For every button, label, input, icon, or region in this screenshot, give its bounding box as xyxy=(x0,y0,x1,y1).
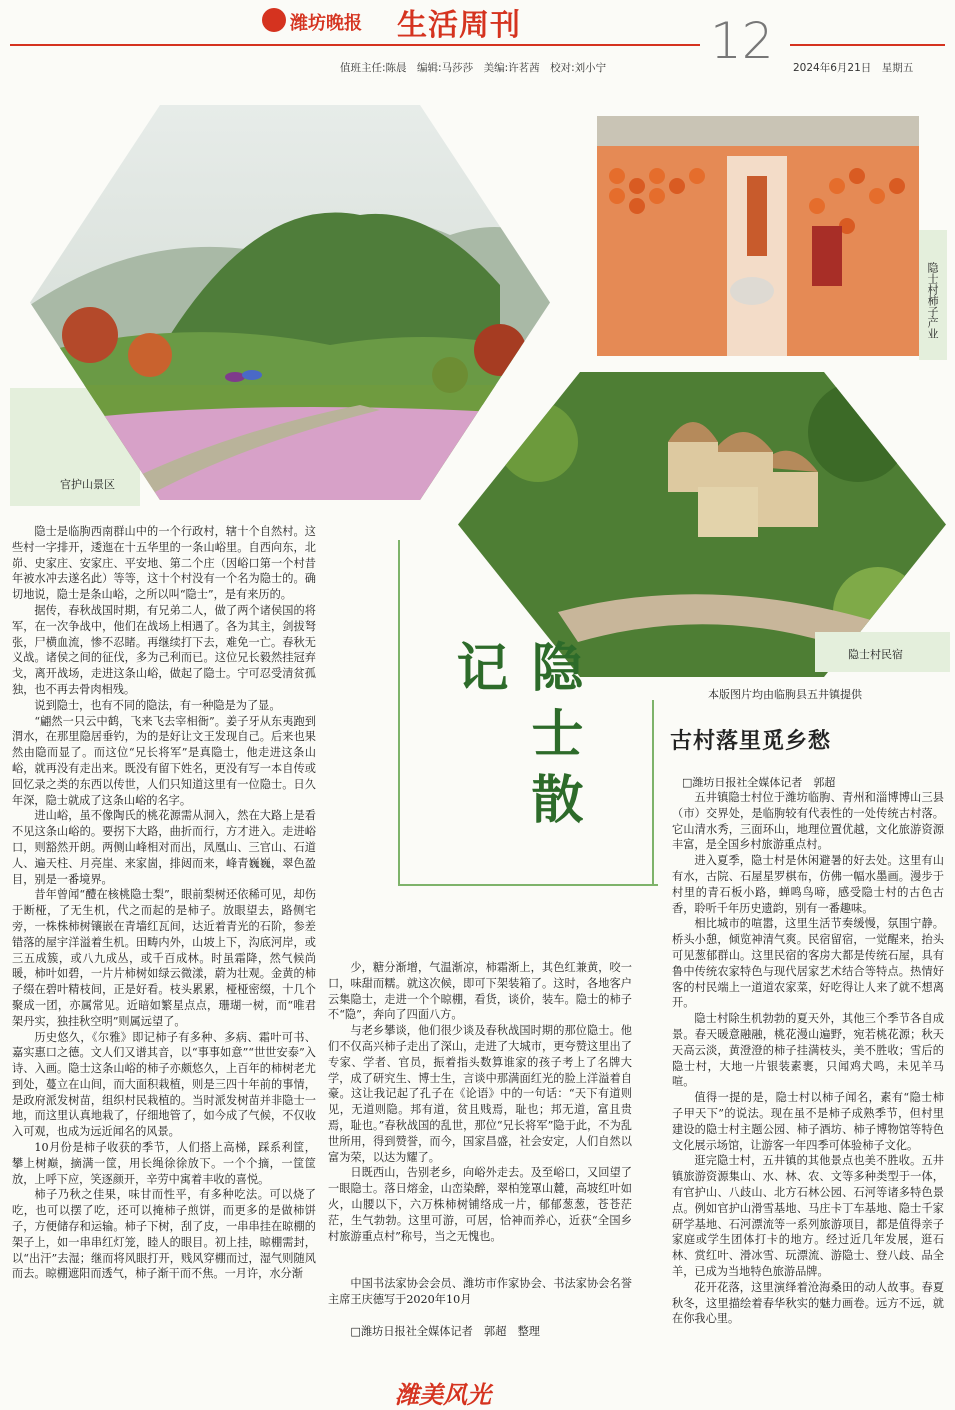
organizer-text: □潍坊日报社全媒体记者 郭超 整理 xyxy=(350,1325,540,1338)
article-paragraph: 五井镇隐士村位于潍坊临朐、青州和淄博博山三县（市）交界处，是临朐较有代表性的一处传统古村落。它山清水秀，三面环山，地理位置优越，文化旅游资源丰富，是全国乡村旅游重点村。 xyxy=(672,791,944,852)
title-frame-line-bottom xyxy=(398,884,658,886)
article-body xyxy=(672,790,944,1380)
essay-paragraph: 进山峪，虽不像陶氏的桃花源需从洞入，然在大路上是看不见这条山峪的。要拐下大路，曲折而行，方才进入。走进峪口，则豁然开朗。两侧山峰相对而出，凤凰山、三官山、石道人、遍天柱、月亮崖、来家崮，排闼而来，峰青巍巍，翠色盈目，别是一番境界。 xyxy=(12,809,316,886)
article-paragraph: 相比城市的喧嚣，这里生活节奏缓慢，氛围宁静。桥头小憩，倾览神清气爽。民宿留宿，一觉醒来，抬头可见葱郁群山。这里民宿的客房大都是传统石屋，具有鲁中传统农家特色与现代居家艺术结合等特点。热情好客的村民端上一道道农家菜，好吃得让人来了就不想离开。 xyxy=(672,917,944,1010)
essay-paragraph: 日既西山，告别老乡，向峪外走去。及至峪口，又回望了一眼隐士。落日熔金，山峦染醉，翠柏笼罩山麓，高坡红叶如火，山腰以下，六万株柿树铺络成一片，郁郁葱葱，苍苍茫茫，生气勃勃。这里可游，可居，恰神而养心，近获“全国乡村旅游重点村”称号，当之无愧也。 xyxy=(328,1166,632,1243)
article-paragraph: 隐士村除生机勃勃的夏天外，其他三个季节各自成景。春天暖意融融，桃花漫山遍野，宛若桃花源；秋天天高云淡，黄澄澄的柿子挂满枝头，美不胜收；雪后的隐士村，大地一片银装素裹，只闻鸡犬鸣，未见羊马喧。 xyxy=(672,1012,944,1089)
article-paragraph: 值得一提的是，隐士村以柿子闻名，素有“隐士柿子甲天下”的说法。现在虽不是柿子成熟季节，但村里建设的隐士村主题公园、柿子酒坊、柿子博物馆等特色文化展示场馆，让游客一年四季可体验柿子文化。 xyxy=(672,1091,944,1152)
column-logo: 潍美风光 xyxy=(395,1380,491,1409)
newspaper-logo-icon xyxy=(262,8,286,32)
essay-paragraph: 柿子乃秋之佳果，味甘而性平，有多种吃法。可以烧了吃，也可以摆了吃，还可以掩柿子煎饼，而更多的是做柿饼子，方便储存和运输。柿子下树，刮了皮，一串串挂在晾棚的架子上，如一串串红灯笼，睦人的眼目。初上挂，晾棚需封，以“出汗”去湿；继而将风眼打开，贱风穿棚而过，湿气则随风而去。晾棚遮阳而透气，柿子渐干而不焦。一月许，水分渐 xyxy=(12,1188,316,1281)
persimmon-drying-photo xyxy=(597,116,919,356)
essay-paragraph: 历史悠久，《尔雅》即记柿子有多种、多病、霜叶可书、嘉实惠口之德。文人们又谱其音，以“事事如意”“世世安泰”入诗、入画。隐士这条山峪的柿子亦颇悠久，上百年的柿树老尤到处，蔓立在山间，而大面积栽植，则是三四十年前的事情，是政府派发树苗，组织村民栽植的。当时派发树苗并非隐士一地，而这里认真地栽了，仔细地管了，如今成了气候，不仅收入可观，也成为远近闻名的风景。 xyxy=(12,1030,316,1139)
essay-paragraph: 据传，春秋战国时期，有兄弟二人，做了两个诸侯国的将军，在一次争战中，他们在战场上相遇了。各为其主，剑拔弩张，尸横血流，惨不忍睹。再继续打下去，难免一亡。春秋无义战。诸侯之间的征伐，多为己利而已。这位兄长毅然挂冠弃戈，离开战场，走进这条山峪，做起了隐士。宁可忍受清贫孤独，也不再去骨肉相残。 xyxy=(12,603,316,696)
photo-source-note: 本版图片均由临朐县五井镇提供 xyxy=(708,688,862,701)
editor-credits: 值班主任:陈晨 编辑:马莎莎 美编:许茗茜 校对:刘小宁 xyxy=(340,62,607,74)
article-title: 古村落里觅乡愁 xyxy=(670,728,832,754)
essay-paragraph: 昔年曾闻“醴在核桃隐士梨”，眼前梨树还依稀可见，却伤于断桠，了无生机，代之而起的是柿子。放眼望去，路侧宅旁，一株株柿树镶嵌在青墙红瓦间，达近着青光的石阶，参差错落的屋宇洋溢着生机。田畴内外，山坡上下，沟底河岸，或三五成簇，或八九成丛，或千百成林。时虽霜降，然气候尚暖，柿叶如碧，一片片柿树如绿云微漾，蔚为壮观。金黄的柿子缀在碧叶精枝间，正是好看。枝头累累，桠桠密缀，十几个聚成一团，亦属常见。近暗如繁星点点，珊瑚一树，而“唯君架丹实，独挂秋空明”则属远望了。 xyxy=(12,888,316,1028)
newspaper-name: 潍坊晚报 xyxy=(290,13,362,34)
essay-paragraph: 少，糖分渐增，气温渐凉，柿霜渐上，其色红兼黄，咬一口，味甜而糯。就这次候，即可下架装箱了。这时，各地客户云集隐士，走进一个个晾棚，看货，谈价，装车。隐士的柿子不“隐”，奔向了四面八方。 xyxy=(328,961,632,1022)
header-rule-right xyxy=(790,44,945,46)
essay-column-1 xyxy=(12,524,316,1406)
essay-author-note xyxy=(328,1276,632,1324)
header-rule-left xyxy=(10,44,700,46)
author-note-text: 中国书法家协会会员、潍坊市作家协会、书法家协会名誉主席王庆德写于2020年10月 xyxy=(328,1277,632,1306)
article-byline: □潍坊日报社全媒体记者 郭超 xyxy=(682,776,836,789)
essay-title: 隐士散记 xyxy=(447,640,583,838)
title-frame-line-right xyxy=(652,700,654,885)
scenic-area-caption: 官护山景区 xyxy=(60,478,115,491)
essay-paragraph: “翩然一只云中鹤，飞来飞去宰相衙”。姜子牙从东夷跑到渭水，在那里隐居垂钓，为的是好让文王发现自己。后来也果然由隐而显了。而这位“兄长将军”是真隐士，他走进这条山峪，就再没有走出来。既没有留下姓名，更没有写一本自传或回忆录之类的东西以传世，人们只知道这里有一位隐士。日久年深，隐士就成了这条山峪的名字。 xyxy=(12,714,316,807)
article-paragraph: 花开花落，这里演绎着沧海桑田的动人故事。春夏秋冬，这里描绘着春华秋实的魅力画卷。远方不远，就在你我心里。 xyxy=(672,1280,944,1326)
essay-paragraph: 10月份是柿子收获的季节，人们搭上高梯，踩系利筐，攀上树巅，摘满一筐，用长绳徐徐放下。一个个摘，一筐筐放，上呼下应，笑逐颜开，辛劳中寓着丰收的喜悦。 xyxy=(12,1141,316,1186)
section-title: 生活周刊 xyxy=(397,8,521,43)
article-paragraph: 进入夏季，隐士村是休闲避暑的好去处。这里有山有水，古院、石屋星罗棋布，仿佛一幅水墨画。漫步于村里的青石板小路，蝉鸣鸟啼，感受隐士村的古色古香，聆听千年历史遗韵，别有一番趣味。 xyxy=(672,854,944,915)
article-paragraph: 逛完隐士村，五井镇的其他景点也美不胜收。五井镇旅游资源集山、水、林、农、文等多种类型于一体，有官护山、八歧山、北方石林公园、石河等诸多特色景点。例如官护山滑雪基地、马庄卡丁车基地、隐士千家研学基地、石河漂流等一系列旅游项目，都是值得亲子家庭或学生团体打卡的地方。经过近几年发展，逛石林、赏红叶、滑冰雪、玩漂流、游隐士、登八歧、品全羊，已成为当地特色旅游品牌。 xyxy=(672,1154,944,1278)
essay-paragraph: 说到隐士，也有不同的隐法，有一种隐是为了显。 xyxy=(34,698,281,712)
page-number: 12 xyxy=(710,12,774,70)
issue-date: 2024年6月21日 星期五 xyxy=(793,62,914,74)
essay-column-2 xyxy=(328,960,632,1270)
essay-paragraph: 与老乡攀谈，他们很少谈及春秋战国时期的那位隐士。他们不仅高兴柿子走出了深山，走进了大城市，更夸赞这里出了专家、学者、官员，振着指头数算谁家的孩子考上了名牌大学，成了研究生、博士生，言谈中那满面红光的脸上洋溢着自豪。这让我记起了孔子在《论语》中的一句话：“天下有道则见，无道则隐。邦有道，贫且贱焉，耻也；邦无道，富且贵焉，耻也。”春秋战国的乱世，那位“兄长将军”隐于此，不为乱世所用，得到赞誉，而今，国家昌盛，社会安定，人们自然以富为荣，以达为耀了。 xyxy=(328,1024,632,1164)
title-frame-line-left xyxy=(398,540,400,885)
essay-organizer xyxy=(328,1324,632,1342)
persimmon-industry-caption: 隐士村柿子产业 xyxy=(926,262,939,339)
essay-paragraph: 隐士是临朐西南群山中的一个行政村，辖十个自然村。这些村一字排开，逶迤在十五华里的一条山峪里。自西向东，北峁、史家庄、安家庄、平安地、第二个庄（因峪口第一个村昔年被水冲去遂名此）等等，这十个村没有一个名为隐士的。确切地说，隐士是条山峪，之所以叫“隐士”，是有来历的。 xyxy=(12,525,316,602)
homestay-caption: 隐士村民宿 xyxy=(848,648,903,661)
